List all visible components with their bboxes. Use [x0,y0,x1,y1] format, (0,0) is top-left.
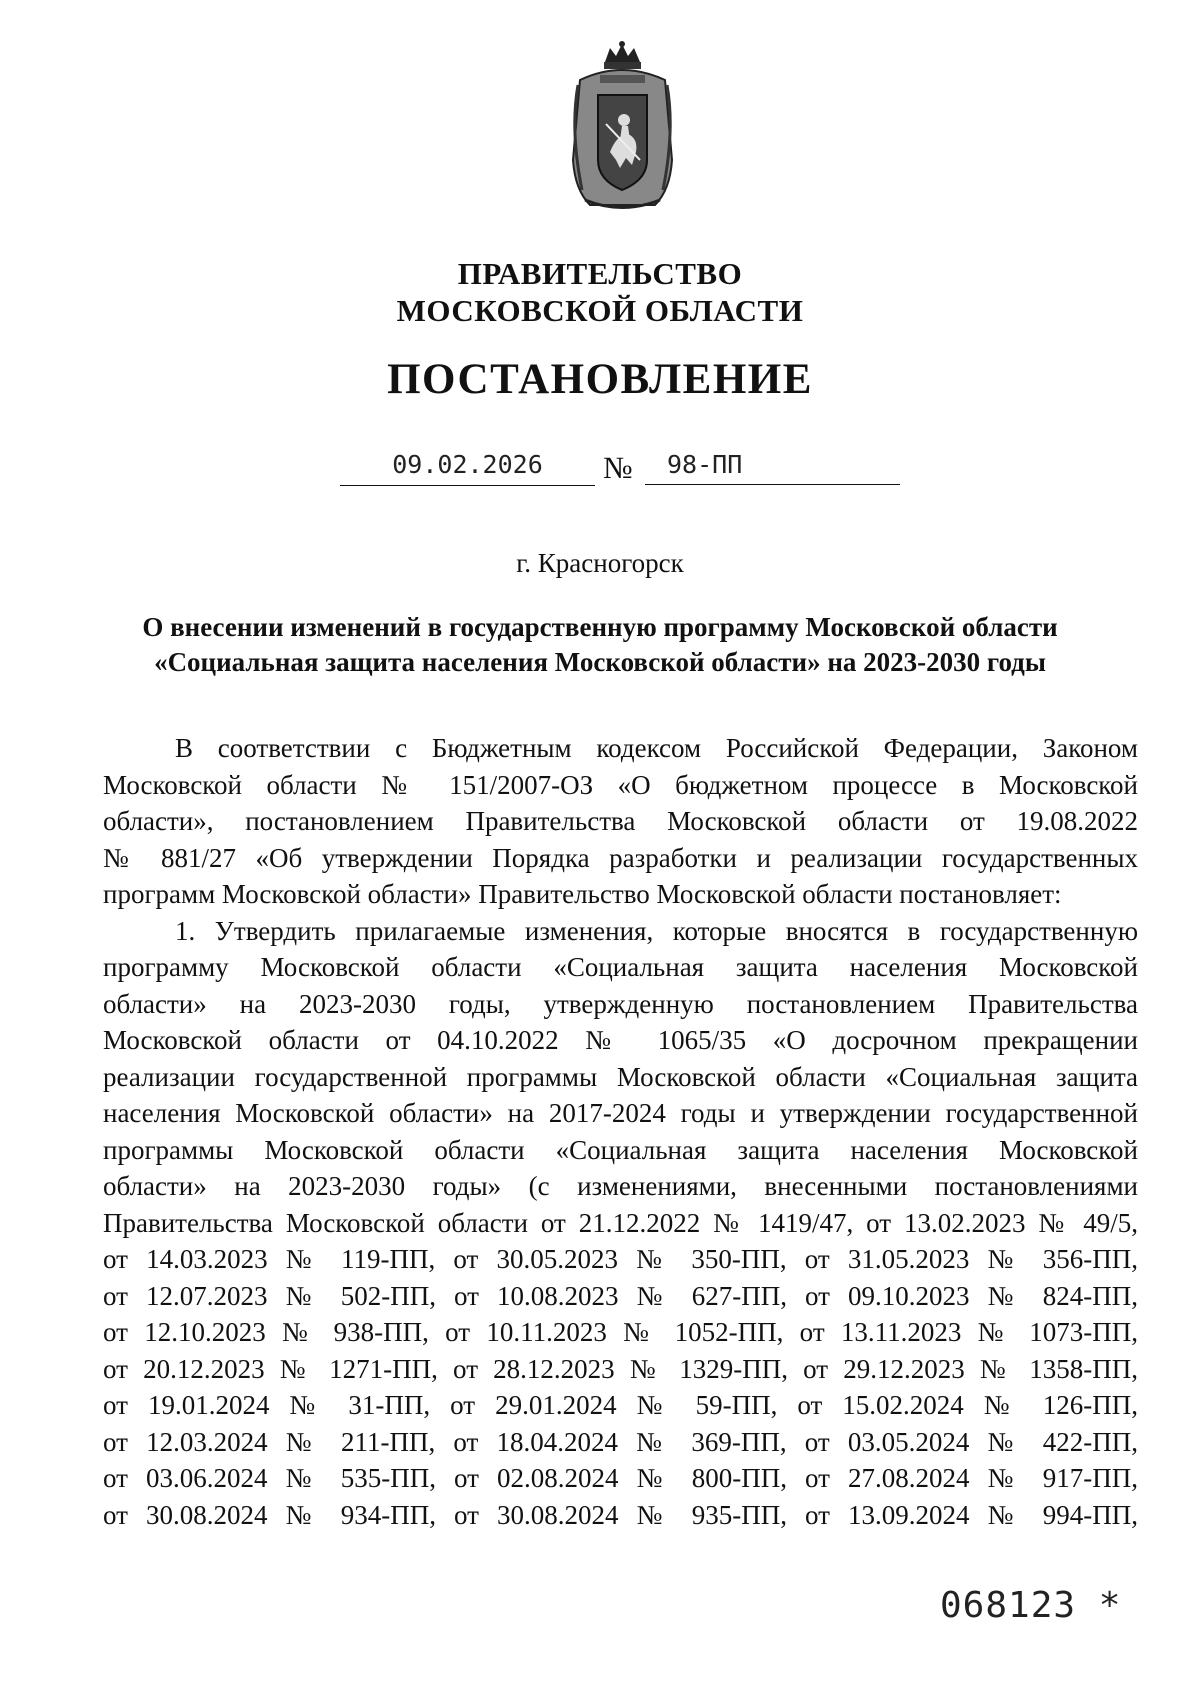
document-title-line2: «Социальная защита населения Московской области» на 2023-2030 годы [154,647,1046,677]
body-line: области» на 2023-2030 годы» (с изменениями, внесенными постановлениями [103,1171,1138,1201]
serial-number [940,1585,1121,1626]
body-line: от 20.12.2023 № 1271-ПП, от 28.12.2023 № 1329-ПП, от 29.12.2023 № 1358-ПП, [103,1353,1138,1384]
body-line: реализации государственной программы Московской области «Социальная защита [103,1061,1138,1092]
body-line: от 12.03.2024 № 211-ПП, от 18.04.2024 № 369-ПП, от 03.05.2024 № 422-ПП, [103,1426,1138,1457]
body-line: населения Московской области» на 2017-2024 годы и утверждении государственной [103,1098,1138,1128]
body-line: № 881/27 «Об утверждении Порядка разработки и реализации государственных [103,842,1138,873]
body-line: от 19.01.2024 № 31-ПП, от 29.01.2024 № 59-ПП, от 15.02.2024 № 126-ПП, [103,1390,1138,1420]
body-line: области», постановлением Правительства Московской области от 19.08.2022 [103,806,1138,836]
body-line: Московской области от 04.10.2022 № 1065/35 «О досрочном прекращении [103,1025,1138,1055]
coat-of-arms-icon [560,40,685,215]
number-field [645,445,900,485]
document-type: ПОСТАНОВЛЕНИЕ [387,356,813,403]
body-line: программы Московской области «Социальная защита населения Московской [103,1134,1138,1165]
org-name-line2: МОСКОВСКОЙ ОБЛАСТИ [396,293,804,328]
body-line: Правительства Московской области от 21.12.2022 № 1419/47, от 13.02.2023 № 49/5, [103,1207,1138,1238]
body-line: от 03.06.2024 № 535-ПП, от 02.08.2024 № 800-ПП, от 27.08.2024 № 917-ПП, [103,1463,1138,1493]
asterisk-mark: * [1098,1585,1122,1626]
body-line: программ Московской области» Правительство Московской области постановляет: [103,879,1062,909]
body-line: от 30.08.2024 № 934-ПП, от 30.08.2024 № 935-ПП, от 13.09.2024 № 994-ПП, [103,1499,1138,1530]
body-line: от 12.10.2023 № 938-ПП, от 10.11.2023 № 1052-ПП, от 13.11.2023 № 1073-ПП, [103,1317,1138,1347]
registration-number: 98-ПП [667,450,743,479]
number-sign: № [603,450,633,485]
body-line: 1. Утвердить прилагаемые изменения, которые вносятся в государственную [175,915,1138,946]
body-line: программу Московской области «Социальная защита населения Московской [103,952,1138,982]
city: г. Красногорск [516,548,684,578]
serial-digits: 068123 [940,1585,1077,1626]
body-line: Московской области № 151/2007-ОЗ «О бюджетном процессе в Московской [103,769,1138,800]
body-line: В соответствии с Бюджетным кодексом Российской Федерации, Законом [175,733,1138,763]
body-line: от 14.03.2023 № 119-ПП, от 30.05.2023 № 350-ПП, от 31.05.2023 № 356-ПП, [103,1244,1138,1274]
date-field [340,445,595,486]
body-line: области» на 2023-2030 годы, утвержденную постановлением Правительства [103,988,1138,1019]
registration-date: 09.02.2026 [392,450,543,479]
document-title-line1: О внесении изменений в государственную программу Московской области [142,612,1058,642]
document-body [103,730,1138,1533]
org-name-line1: ПРАВИТЕЛЬСТВО [457,256,743,291]
body-line: от 12.07.2023 № 502-ПП, от 10.08.2023 № 627-ПП, от 09.10.2023 № 824-ПП, [103,1280,1138,1311]
